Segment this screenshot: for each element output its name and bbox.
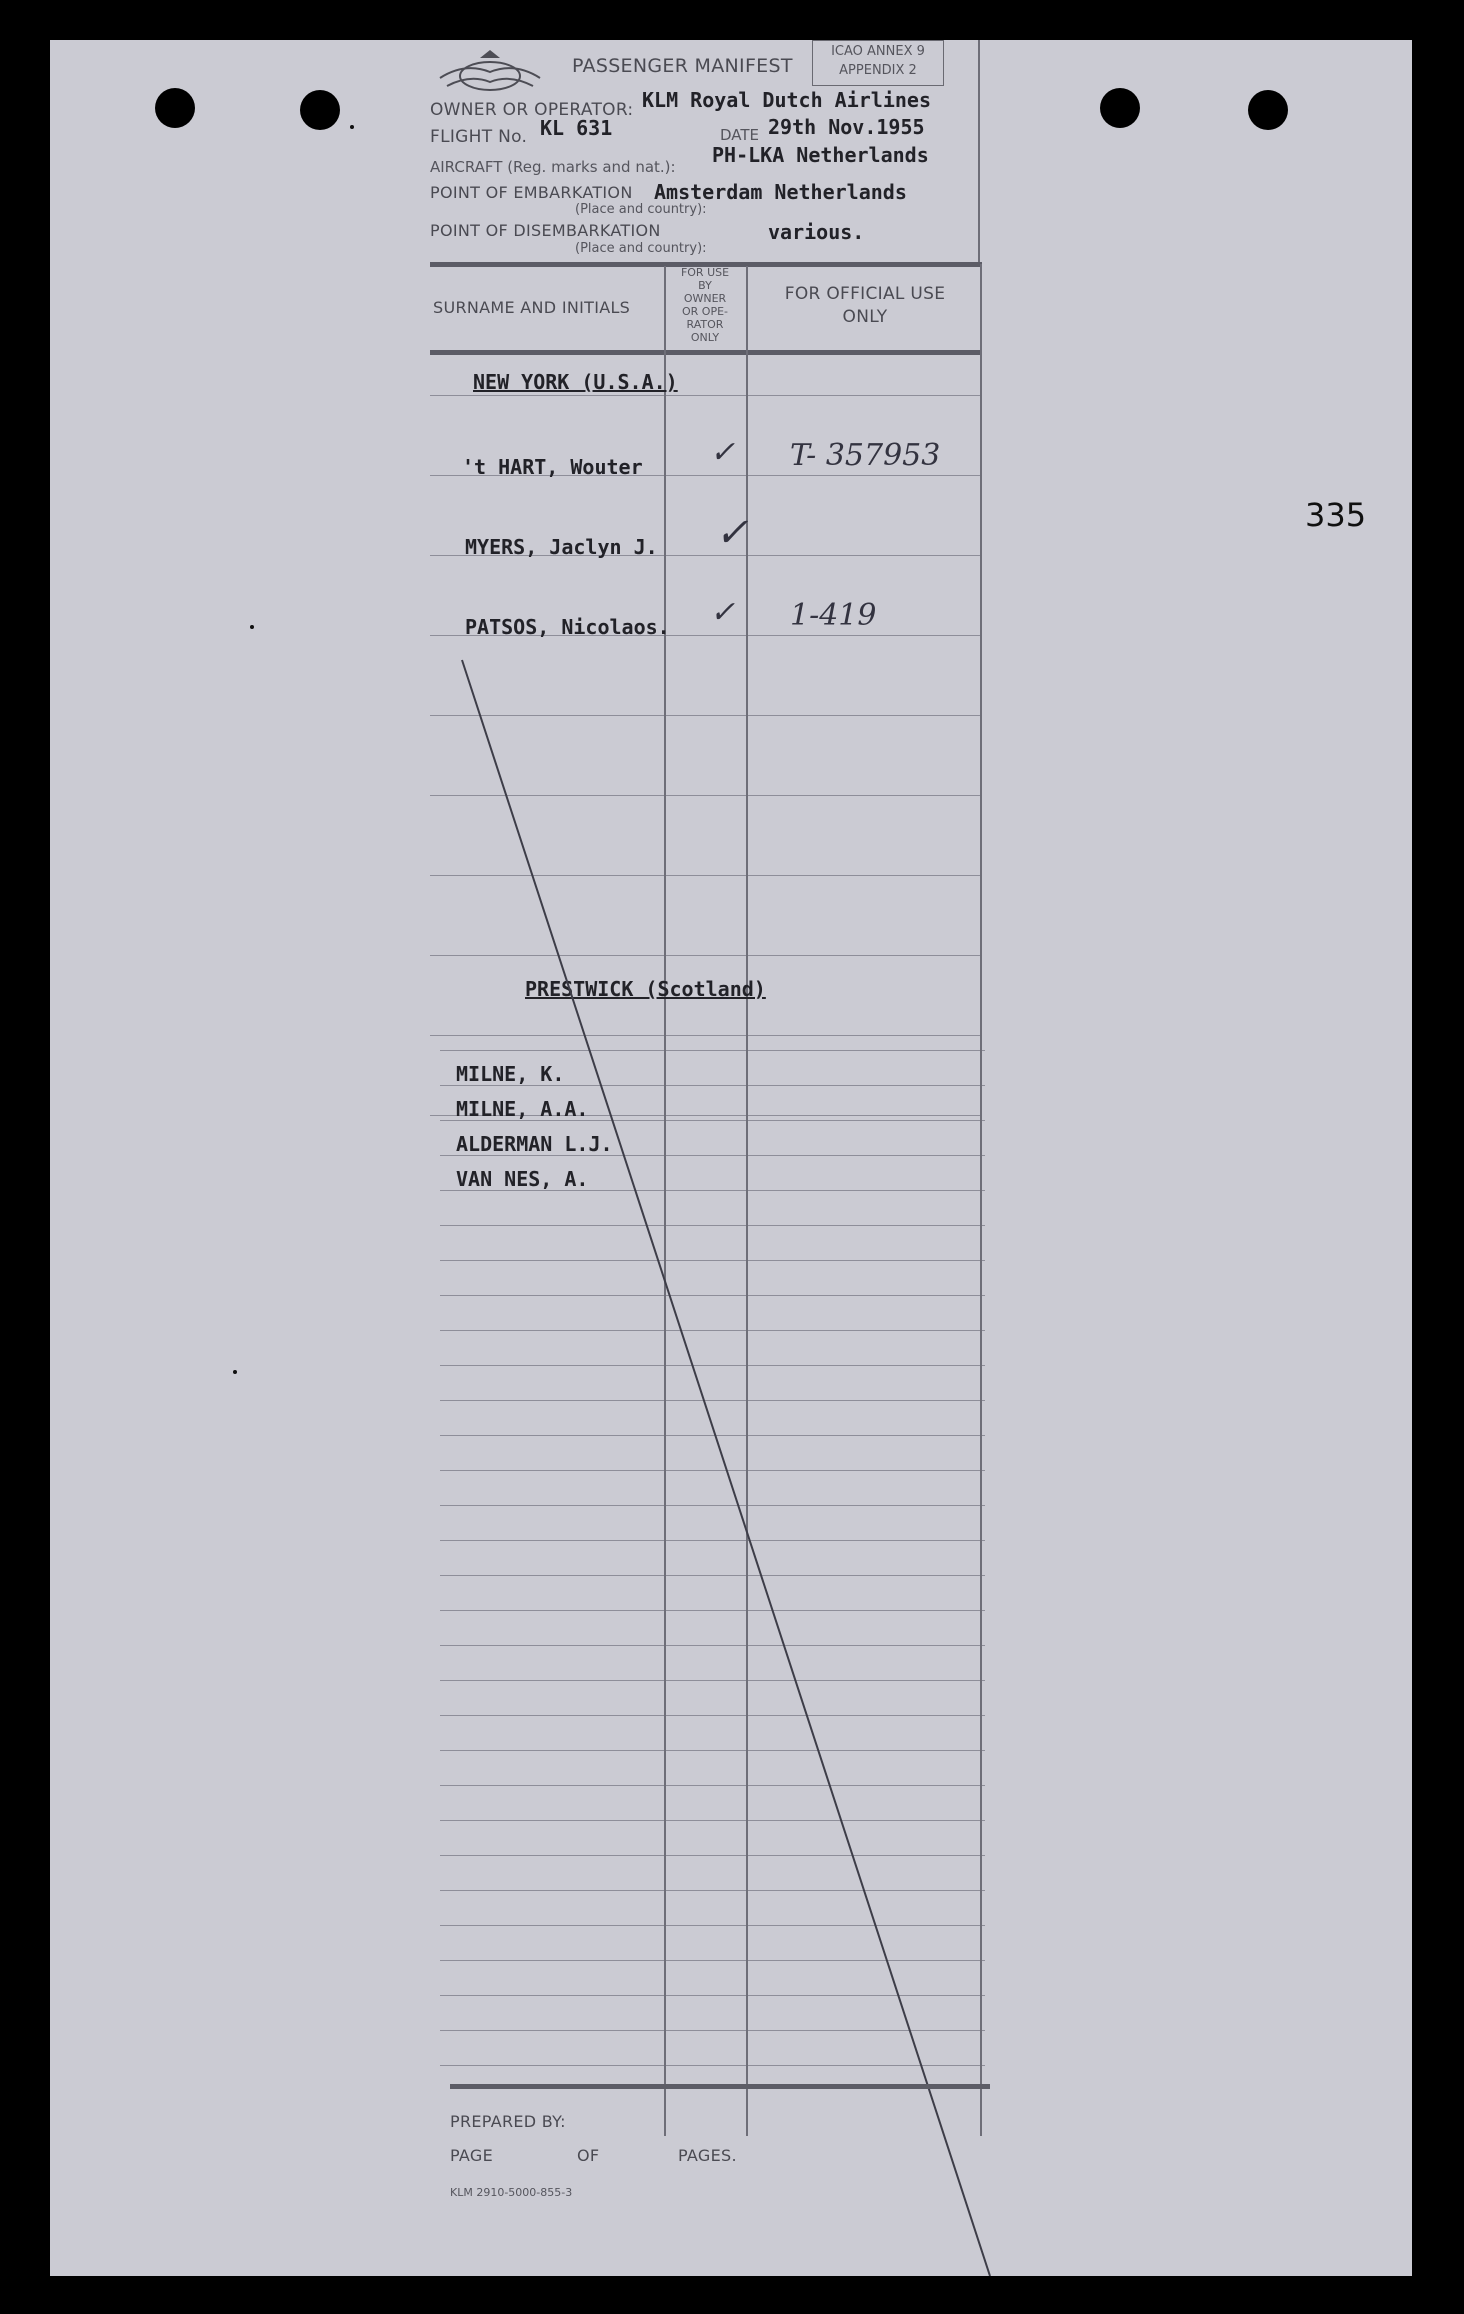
passenger-name: PATSOS, Nicolaos.	[465, 615, 670, 639]
embarkation-label: POINT OF EMBARKATION	[430, 183, 633, 202]
cancel-stroke	[50, 40, 1412, 2276]
annex-line2: APPENDIX 2	[839, 63, 917, 78]
official-entry: T- 357953	[790, 438, 941, 473]
date-label: DATE	[720, 126, 760, 144]
date-value: 29th Nov.1955	[768, 115, 925, 139]
footer-rule	[450, 2084, 990, 2089]
disembarkation-sublabel: (Place and country):	[575, 241, 707, 256]
embarkation-value: Amsterdam Netherlands	[654, 180, 907, 204]
passenger-name: ALDERMAN L.J.	[456, 1132, 613, 1156]
check-mark: ✓	[710, 595, 736, 630]
passenger-name: MILNE, K.	[456, 1062, 565, 1086]
manifest-page	[50, 40, 1412, 2276]
section-heading-prestwick: PRESTWICK (Scotland)	[525, 977, 766, 1001]
official-entry: 1-419	[790, 598, 877, 633]
flight-label: FLIGHT No.	[430, 127, 528, 147]
disembarkation-value: various.	[768, 220, 865, 244]
embarkation-sublabel: (Place and country):	[575, 202, 707, 217]
page-number: 335	[1305, 496, 1367, 534]
col-official-line1: FOR OFFICIAL USE	[784, 284, 946, 304]
passenger-name: 't HART, Wouter	[462, 455, 643, 479]
manifest-title: PASSENGER MANIFEST	[572, 55, 793, 77]
passenger-name: VAN NES, A.	[456, 1167, 589, 1191]
page-label: PAGE	[450, 2146, 493, 2165]
aircraft-label: AIRCRAFT (Reg. marks and nat.):	[430, 158, 676, 176]
check-mark: ✓	[710, 435, 736, 470]
pages-label: PAGES.	[678, 2146, 737, 2165]
check-mark: ✓	[715, 510, 749, 556]
col-surname: SURNAME AND INITIALS	[433, 298, 631, 317]
prepared-by: PREPARED BY:	[450, 2112, 566, 2131]
disembarkation-label: POINT OF DISEMBARKATION	[430, 221, 661, 240]
passenger-name: MILNE, A.A.	[456, 1097, 589, 1121]
passenger-name: MYERS, Jaclyn J.	[465, 535, 658, 559]
col-owner-use: FOR USE BY OWNER OR OPE- RATOR ONLY	[680, 266, 730, 344]
aircraft-value: PH-LKA Netherlands	[712, 143, 929, 167]
owner-value: KLM Royal Dutch Airlines	[642, 88, 931, 112]
of-label: OF	[577, 2146, 600, 2165]
form-code: KLM 2910-5000-855-3	[450, 2186, 573, 2199]
section-heading-new-york: NEW YORK (U.S.A.)	[473, 370, 678, 394]
annex-line1: ICAO ANNEX 9	[831, 44, 925, 59]
col-official-line2: ONLY	[842, 307, 888, 327]
flight-value: KL 631	[540, 116, 613, 140]
owner-label: OWNER OR OPERATOR:	[430, 100, 634, 120]
